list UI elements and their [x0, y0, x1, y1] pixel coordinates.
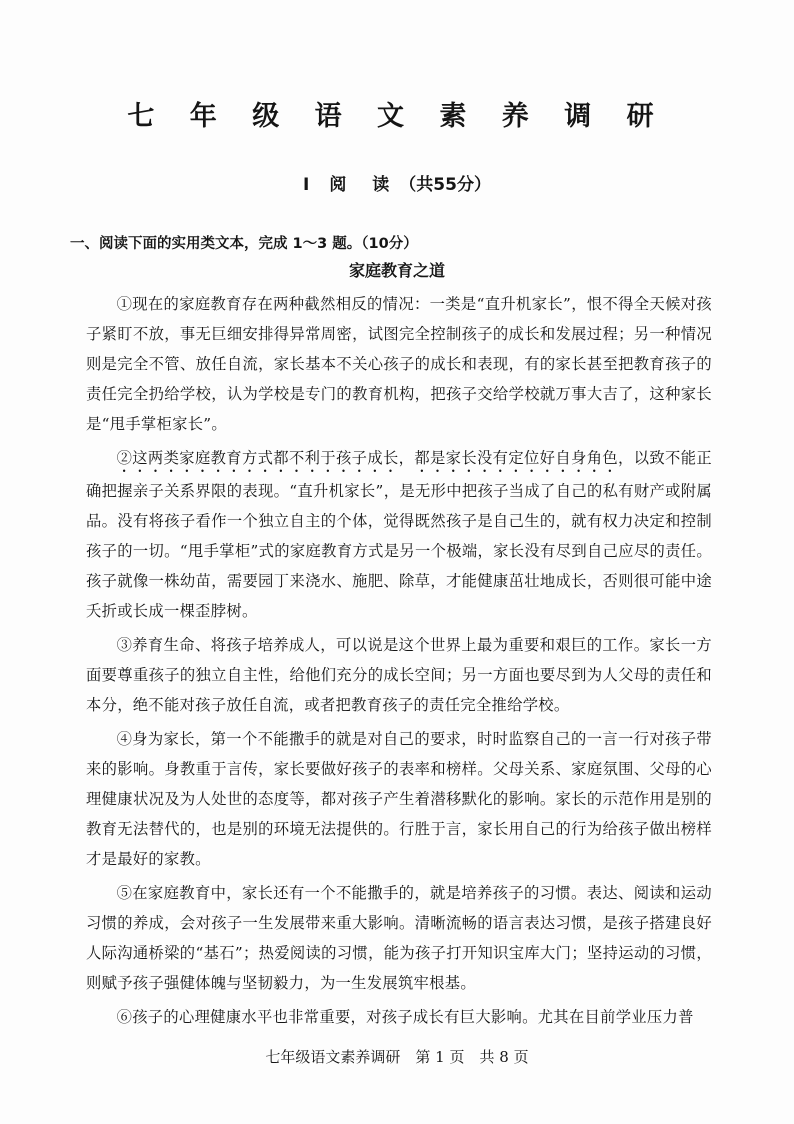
paragraph-1-text: ①现在的家庭教育存在两种截然相反的情况：一类是“直升机家长”，恨不得全天候对孩子紧盯不放，事无巨细安排得异常周密，试图完全控制孩子的成长和发展过程；另一种情况则是完全不管、放任自流，家长基本不关心孩子的成长和表现，有的家长甚至把教育孩子的责任完全扔给学校，认为学校是专门的教育机构，把孩子交给学校就万事大吉了，这种家长是“甩手掌柜家长”。: [86, 295, 712, 433]
section-number: I: [303, 175, 310, 195]
paragraph-4-text: ④身为家长，第一个不能撒手的就是对自己的要求，时时监察自己的一言一行对孩子带来的影响。身教重于言传，家长要做好孩子的表率和榜样。父母关系、家庭氛围、父母的心理健康状况及为人处世的态度等，都对孩子产生着潜移默化的影响。家长的示范作用是别的教育无法替代的，也是别的环境无法提供的。行胜于言，家长用自己的行为给孩子做出榜样才是最好的家教。: [86, 730, 712, 868]
paragraph-5: [86, 878, 712, 998]
page-title: 七 年 级 语 文 素 养 调 研: [127, 101, 667, 132]
paragraph-3-text: ③养育生命、将孩子培养成人，可以说是这个世界上最为重要和艰巨的工作。家长一方面要尊重孩子的独立自主性，给他们充分的成长空间；另一方面也要尽到为人父母的责任和本分，绝不能对孩子放任自流，或者把教育孩子的责任完全推给学校。: [86, 636, 712, 714]
paragraph-3: [86, 630, 712, 720]
article-title: 家庭教育之道: [348, 261, 445, 280]
paragraph-1: [86, 289, 712, 439]
section-heading: [0, 170, 794, 195]
section-name: 阅 读: [329, 175, 400, 195]
question-instruction: 一、阅读下面的实用类文本，完成 1～3 题。（10分）: [70, 236, 418, 252]
paragraph-6: [86, 1002, 712, 1032]
paragraph-2: [86, 443, 712, 626]
section-points: （共55分）: [399, 175, 491, 195]
page-footer: 七年级语文素养调研 第 1 页 共 8 页: [265, 1048, 529, 1066]
paragraph-5-text: ⑤在家庭教育中，家长还有一个不能撒手的，就是培养孩子的习惯。表达、阅读和运动习惯的养成，会对孩子一生发展带来重大影响。清晰流畅的语言表达习惯，是孩子搭建良好人际沟通桥梁的“基石”；热爱阅读的习惯，能为孩子打开知识宝库大门；坚持运动的习惯，则赋予孩子强健体魄与坚韧毅力，为一生发展筑牢根基。: [86, 884, 712, 992]
paragraph-2-text: ，以致不能正确把握亲子关系界限的表现。“直升机家长”，是无形中把孩子当成了自己的私有财产或附属品。没有将孩子看作一个独立自主的个体，觉得既然孩子是自己生的，就有权力决定和控制孩子的一切。“甩手掌柜”式的家庭教育方式是另一个极端，家长没有尽到自己应尽的责任。孩子就像一株幼苗，需要园丁来浇水、施肥、除草，才能健康茁壮地成长，否则很可能中途夭折或长成一棵歪脖树。: [86, 449, 712, 620]
paragraph-4: [86, 724, 712, 874]
paragraph-2-emphasized-text: ②这两类家庭教育方式都不利于孩子成长，都是家长没有定位好自身角色: [116, 449, 619, 467]
article-body: [86, 289, 712, 1036]
paragraph-6-text: ⑥孩子的心理健康水平也非常重要，对孩子成长有巨大影响。尤其在目前学业压力普: [116, 1008, 694, 1026]
